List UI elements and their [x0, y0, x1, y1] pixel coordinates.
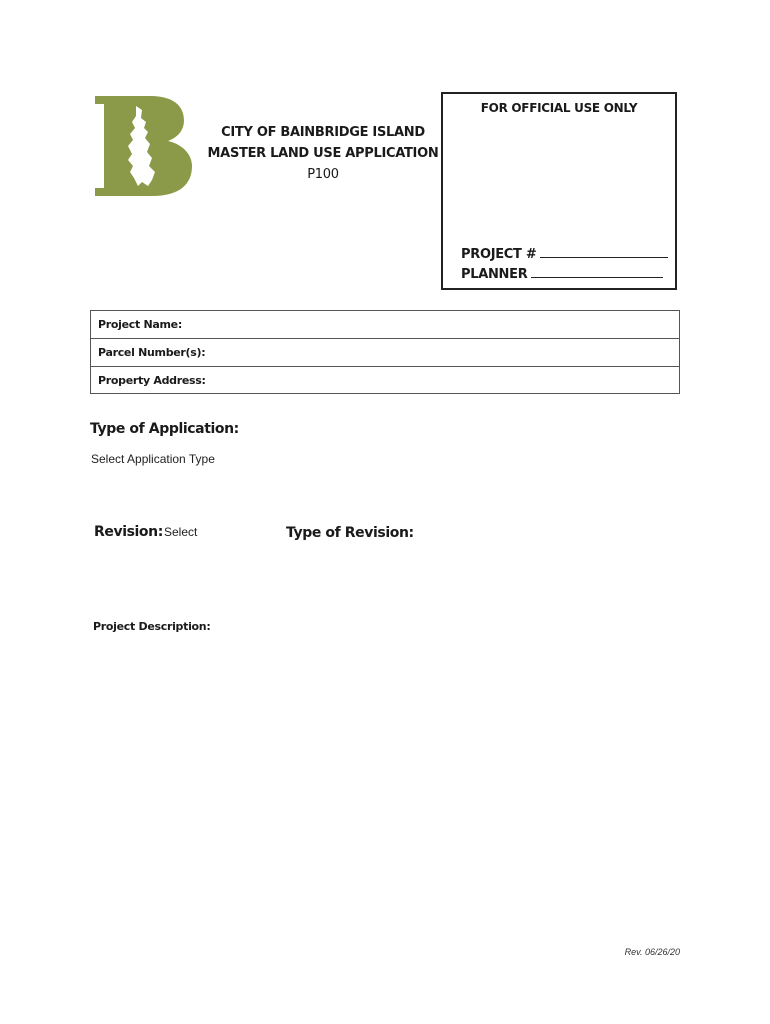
official-use-box	[441, 92, 677, 290]
revision-type-heading: Type of Revision:	[286, 525, 414, 541]
title-line-2: MASTER LAND USE APPLICATION	[207, 146, 439, 161]
project-description-label: Project Description:	[93, 620, 211, 633]
parcel-number-row[interactable]	[91, 339, 679, 367]
application-type-select[interactable]: Select Application Type	[91, 452, 215, 466]
city-b-logo-icon	[92, 96, 196, 196]
project-name-label: Project Name:	[98, 318, 182, 331]
revision-label: Revision:	[94, 524, 163, 540]
planner-field[interactable]	[531, 265, 663, 278]
project-number-field[interactable]	[540, 245, 668, 258]
revision-date: Rev. 06/26/20	[624, 947, 680, 957]
form-title	[205, 122, 441, 185]
form-code: P100	[307, 167, 339, 182]
title-line-1: CITY OF BAINBRIDGE ISLAND	[221, 125, 425, 140]
city-logo	[92, 96, 196, 196]
property-address-row[interactable]	[91, 367, 679, 393]
project-name-row[interactable]	[91, 311, 679, 339]
property-address-label: Property Address:	[98, 373, 206, 387]
planner-line	[461, 265, 663, 282]
project-number-label: PROJECT #	[461, 247, 537, 262]
parcel-number-label: Parcel Number(s):	[98, 346, 206, 359]
official-use-title: FOR OFFICIAL USE ONLY	[480, 101, 638, 115]
project-info-table	[90, 310, 680, 394]
project-number-line	[461, 245, 668, 262]
application-type-heading: Type of Application:	[90, 421, 239, 437]
planner-label: PLANNER	[461, 267, 528, 282]
revision-select[interactable]: Select	[164, 525, 198, 539]
